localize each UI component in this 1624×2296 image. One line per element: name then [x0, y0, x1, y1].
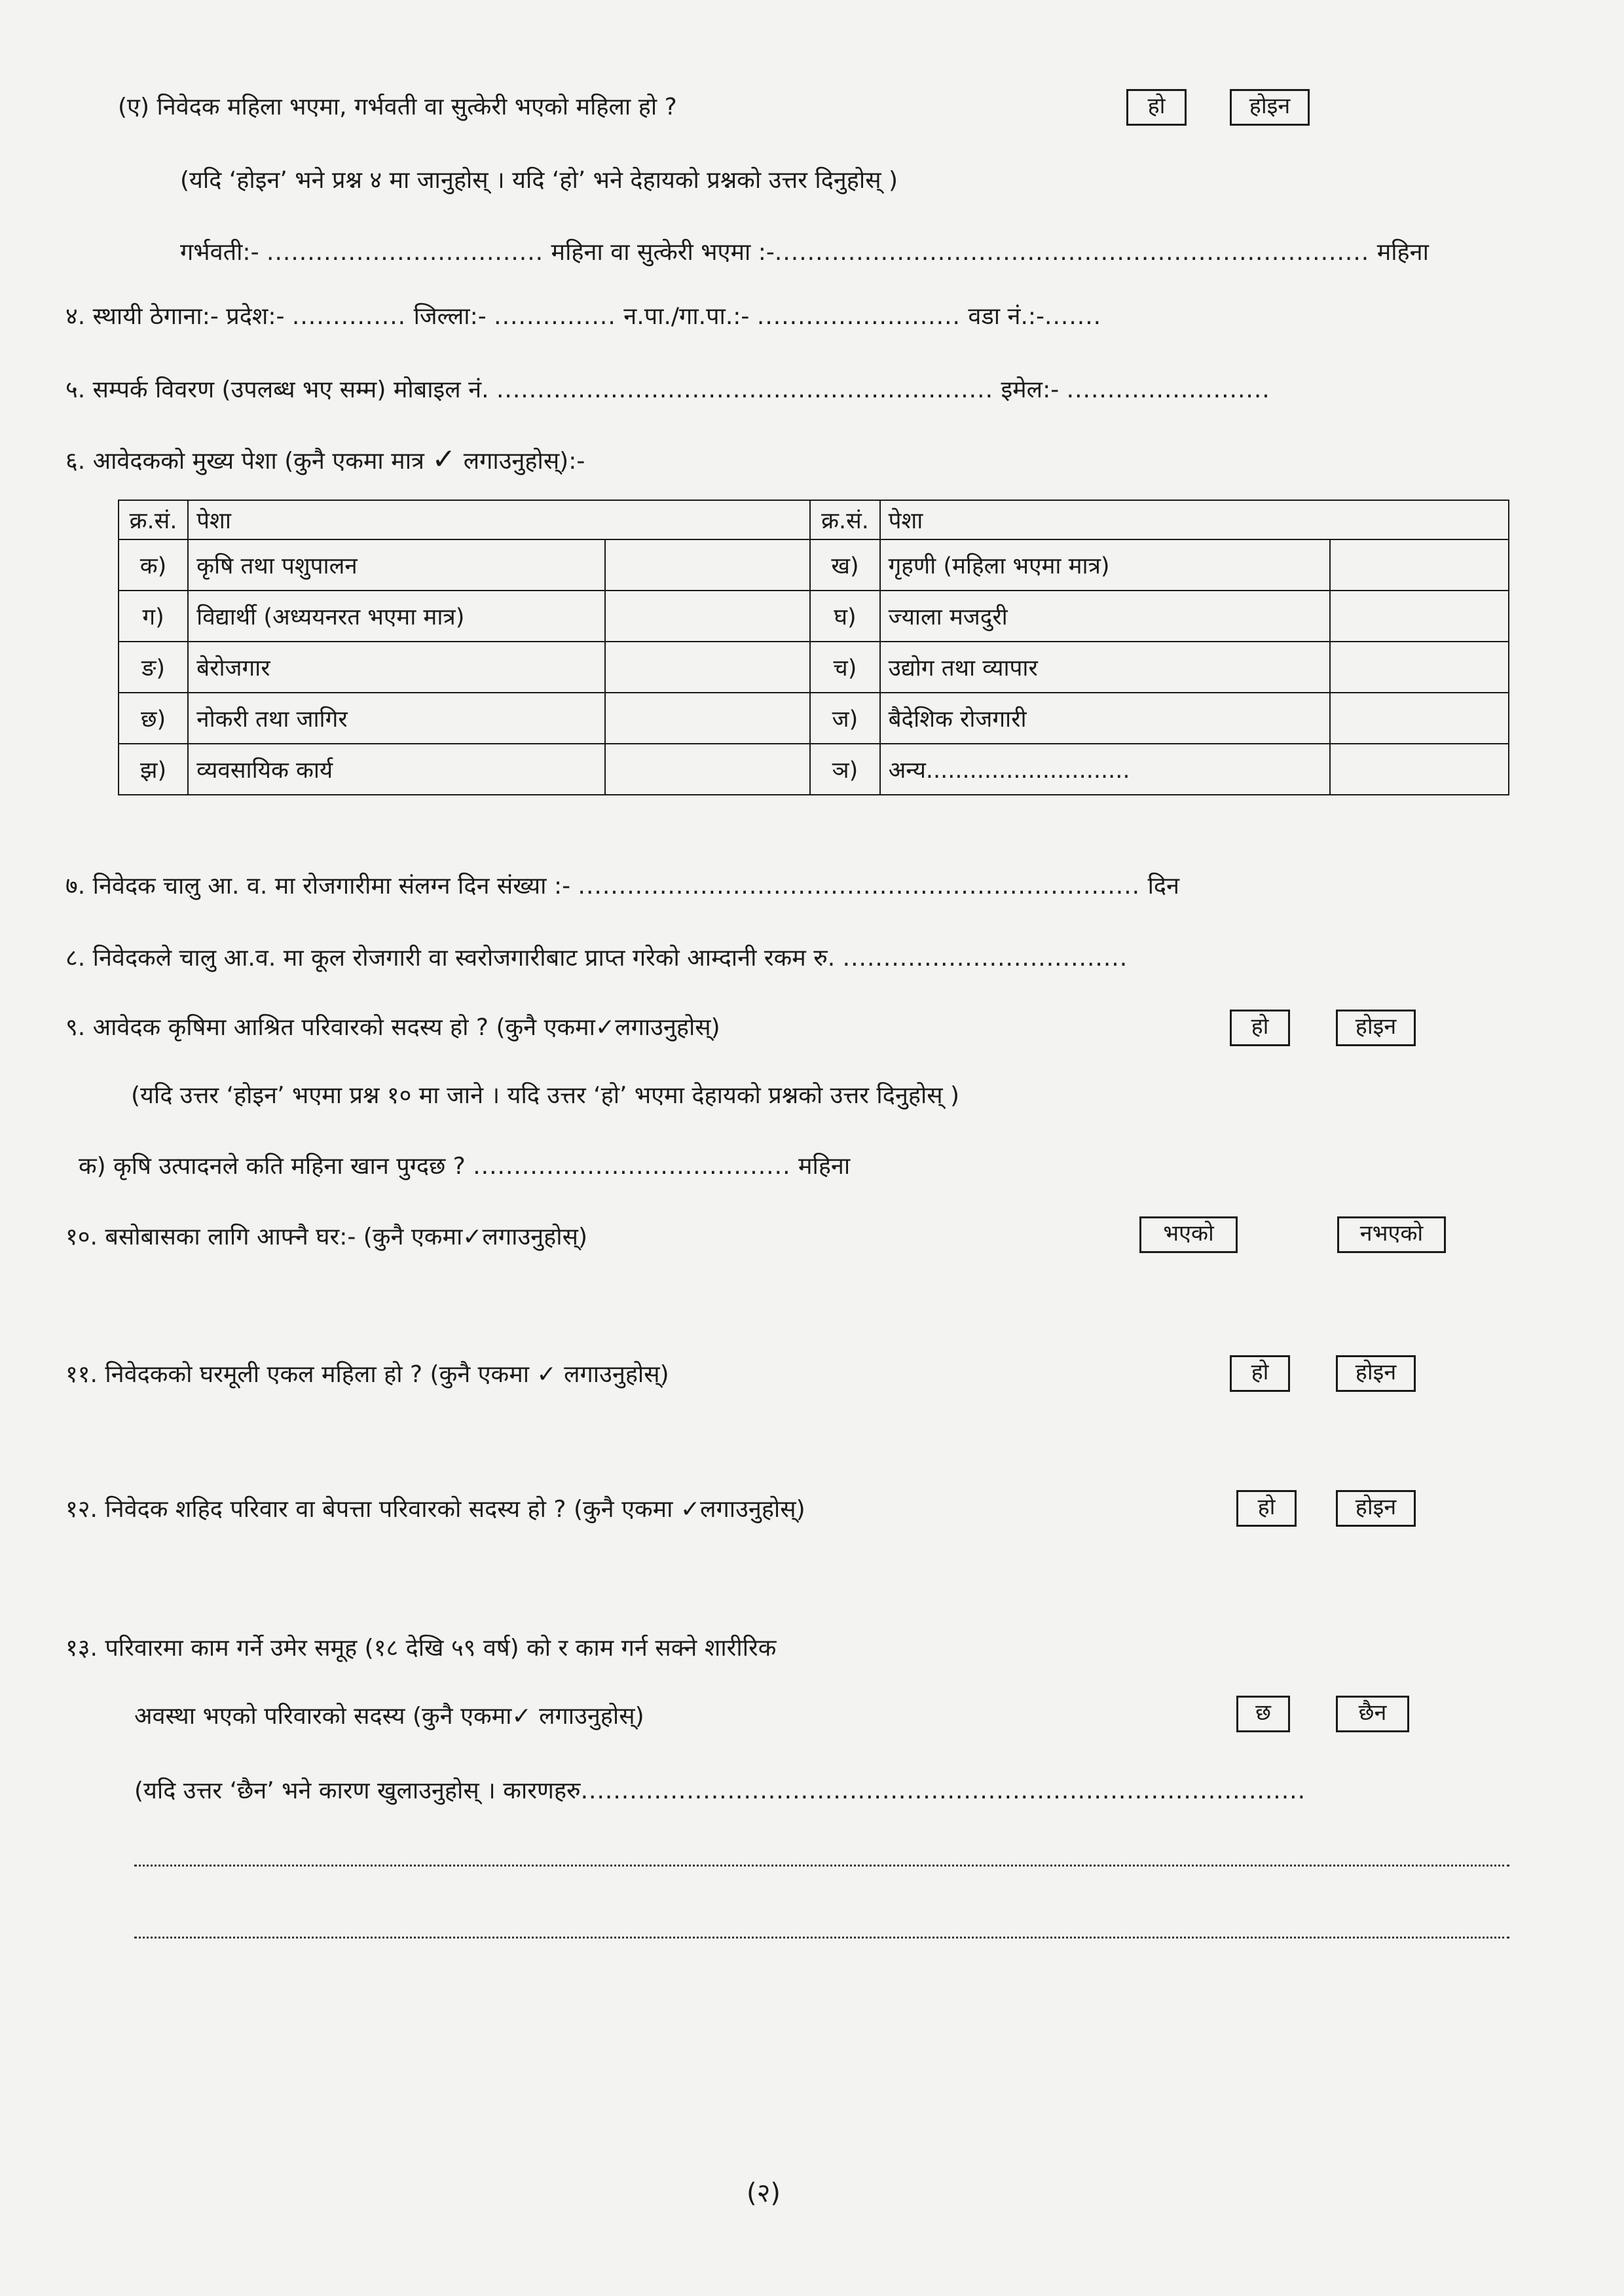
q5-contact-row: ५. सम्पर्क विवरण (उपलब्ध भए सम्म) मोबाइल नं. ............................................................. इमेल:- .........................: [65, 376, 1270, 403]
q9-sub-row: क) कृषि उत्पादनले कति महिना खान पुग्दछ ? ....................................... महिना: [79, 1153, 851, 1180]
occupation-checkbox[interactable]: [605, 591, 810, 642]
q7-row: ७. निवेदक चालु आ. व. मा रोजगारीमा संलग्न दिन संख्या :- ..................................................................... दिन: [65, 873, 1179, 900]
q9-option-no[interactable]: होइन: [1336, 1010, 1416, 1046]
q3e-months-row: गर्भवती:- .................................. महिना वा सुत्केरी भएमा :-......................................................................... महिना: [180, 239, 1429, 266]
municipality-field[interactable]: .........................: [756, 303, 961, 330]
occupation-checkbox[interactable]: [605, 539, 810, 591]
table-row: ग) विद्यार्थी (अध्ययनरत भएमा मात्र) घ) ज्याला मजदुरी: [119, 591, 1509, 642]
occupation-checkbox[interactable]: [1330, 744, 1509, 795]
q13-question-line2: अवस्था भएको परिवारको सदस्य (कुनै एकमा✓ लगाउनुहोस्): [134, 1703, 644, 1730]
page-number: (२): [747, 2178, 781, 2208]
header-sn-2: क्र.सं.: [810, 500, 879, 539]
q3e-option-yes[interactable]: हो: [1126, 89, 1187, 126]
q4-address-row: ४. स्थायी ठेगाना:- प्रदेश:- .............. जिल्ला:- ............... न.पा./गा.पा.:- ......................... वडा नं.:-.......: [65, 303, 1102, 330]
q13-option-no[interactable]: छैन: [1336, 1696, 1409, 1732]
mobile-field[interactable]: .............................................................: [496, 376, 994, 403]
table-row: झ) व्यवसायिक कार्य ञ) अन्य............................: [119, 744, 1509, 795]
table-row: क) कृषि तथा पशुपालन ख) गृहणी (महिला भएमा मात्र): [119, 539, 1509, 591]
income-field[interactable]: ...................................: [842, 945, 1128, 972]
check-mark-icon: ✓: [432, 443, 456, 476]
table-row: छ) नोकरी तथा जागिर ज) बैदेशिक रोजगारी: [119, 693, 1509, 744]
pregnant-months-field[interactable]: ..................................: [267, 239, 544, 266]
q11-option-yes[interactable]: हो: [1230, 1355, 1290, 1392]
q10-option-yes[interactable]: भएको: [1139, 1216, 1238, 1253]
q9-option-yes[interactable]: हो: [1230, 1010, 1290, 1046]
q3e-option-no[interactable]: होइन: [1230, 89, 1310, 126]
q3e-instruction: (यदि ‘होइन’ भने प्रश्न ४ मा जानुहोस् । यदि ‘हो’ भने देहायको प्रश्नको उत्तर दिनुहोस् ): [180, 167, 898, 194]
occupation-checkbox[interactable]: [605, 693, 810, 744]
q13-instruction: (यदि उत्तर ‘छैन’ भने कारण खुलाउनुहोस् । कारणहरु.........................................................................................: [134, 1777, 1306, 1804]
employment-days-field[interactable]: .....................................................................: [578, 873, 1141, 900]
q10-option-no[interactable]: नभएको: [1337, 1216, 1446, 1253]
header-sn: क्र.सं.: [119, 500, 188, 539]
ward-field[interactable]: .......: [1044, 303, 1102, 330]
reasons-line-3[interactable]: [134, 1937, 1509, 1939]
occupation-checkbox[interactable]: [1330, 539, 1509, 591]
header-occupation-2: पेशा: [880, 500, 1509, 539]
occupation-checkbox[interactable]: [605, 744, 810, 795]
table-row: ङ) बेरोजगार च) उद्योग तथा व्यापार: [119, 642, 1509, 693]
q11-option-no[interactable]: होइन: [1336, 1355, 1416, 1392]
occupation-checkbox[interactable]: [1330, 693, 1509, 744]
reasons-line-2[interactable]: [134, 1865, 1509, 1867]
province-field[interactable]: ..............: [291, 303, 407, 330]
q9-question: ९. आवेदक कृषिमा आश्रित परिवारको सदस्य हो ? (कुनै एकमा✓लगाउनुहोस्): [65, 1014, 720, 1041]
q13-option-yes[interactable]: छ: [1236, 1696, 1290, 1732]
q8-row: ८. निवेदकले चालु आ.व. मा कूल रोजगारी वा स्वरोजगारीबाट प्राप्त गरेको आम्दानी रकम रु. ...................................: [65, 945, 1128, 972]
district-field[interactable]: ...............: [494, 303, 616, 330]
farm-months-field[interactable]: .......................................: [473, 1153, 791, 1180]
q10-question: १०. बसोबासका लागि आफ्नै घर:- (कुनै एकमा✓लगाउनुहोस्): [65, 1224, 587, 1250]
q6-question: ६. आवेदकको मुख्य पेशा (कुनै एकमा मात्र ✓ लगाउनुहोस्):-: [65, 443, 585, 476]
q12-question: १२. निवेदक शहिद परिवार वा बेपत्ता परिवारको सदस्य हो ? (कुनै एकमा ✓लगाउनुहोस्): [65, 1496, 805, 1523]
q3e-question: (ए) निवेदक महिला भएमा, गर्भवती वा सुत्केरी भएको महिला हो ?: [118, 94, 677, 120]
occupation-checkbox[interactable]: [605, 642, 810, 693]
reasons-field[interactable]: .........................................................................................: [580, 1777, 1306, 1804]
q12-option-no[interactable]: होइन: [1336, 1490, 1416, 1527]
q9-instruction: (यदि उत्तर ‘होइन’ भएमा प्रश्न १० मा जाने । यदि उत्तर ‘हो’ भएमा देहायको प्रश्नको उत्तर दिनुहोस् ): [131, 1082, 960, 1109]
occupation-table: [118, 500, 1509, 795]
occupation-checkbox[interactable]: [1330, 591, 1509, 642]
q12-option-yes[interactable]: हो: [1236, 1490, 1297, 1527]
header-occupation: पेशा: [188, 500, 810, 539]
q13-question-line1: १३. परिवारमा काम गर्ने उमेर समूह (१८ देखि ५९ वर्ष) को र काम गर्न सक्ने शारीरिक: [65, 1635, 777, 1662]
occupation-checkbox[interactable]: [1330, 642, 1509, 693]
q11-question: ११. निवेदकको घरमूली एकल महिला हो ? (कुनै एकमा ✓ लगाउनुहोस्): [65, 1361, 669, 1388]
postpartum-months-field[interactable]: .........................................................................: [774, 239, 1370, 266]
email-field[interactable]: .........................: [1066, 376, 1270, 403]
